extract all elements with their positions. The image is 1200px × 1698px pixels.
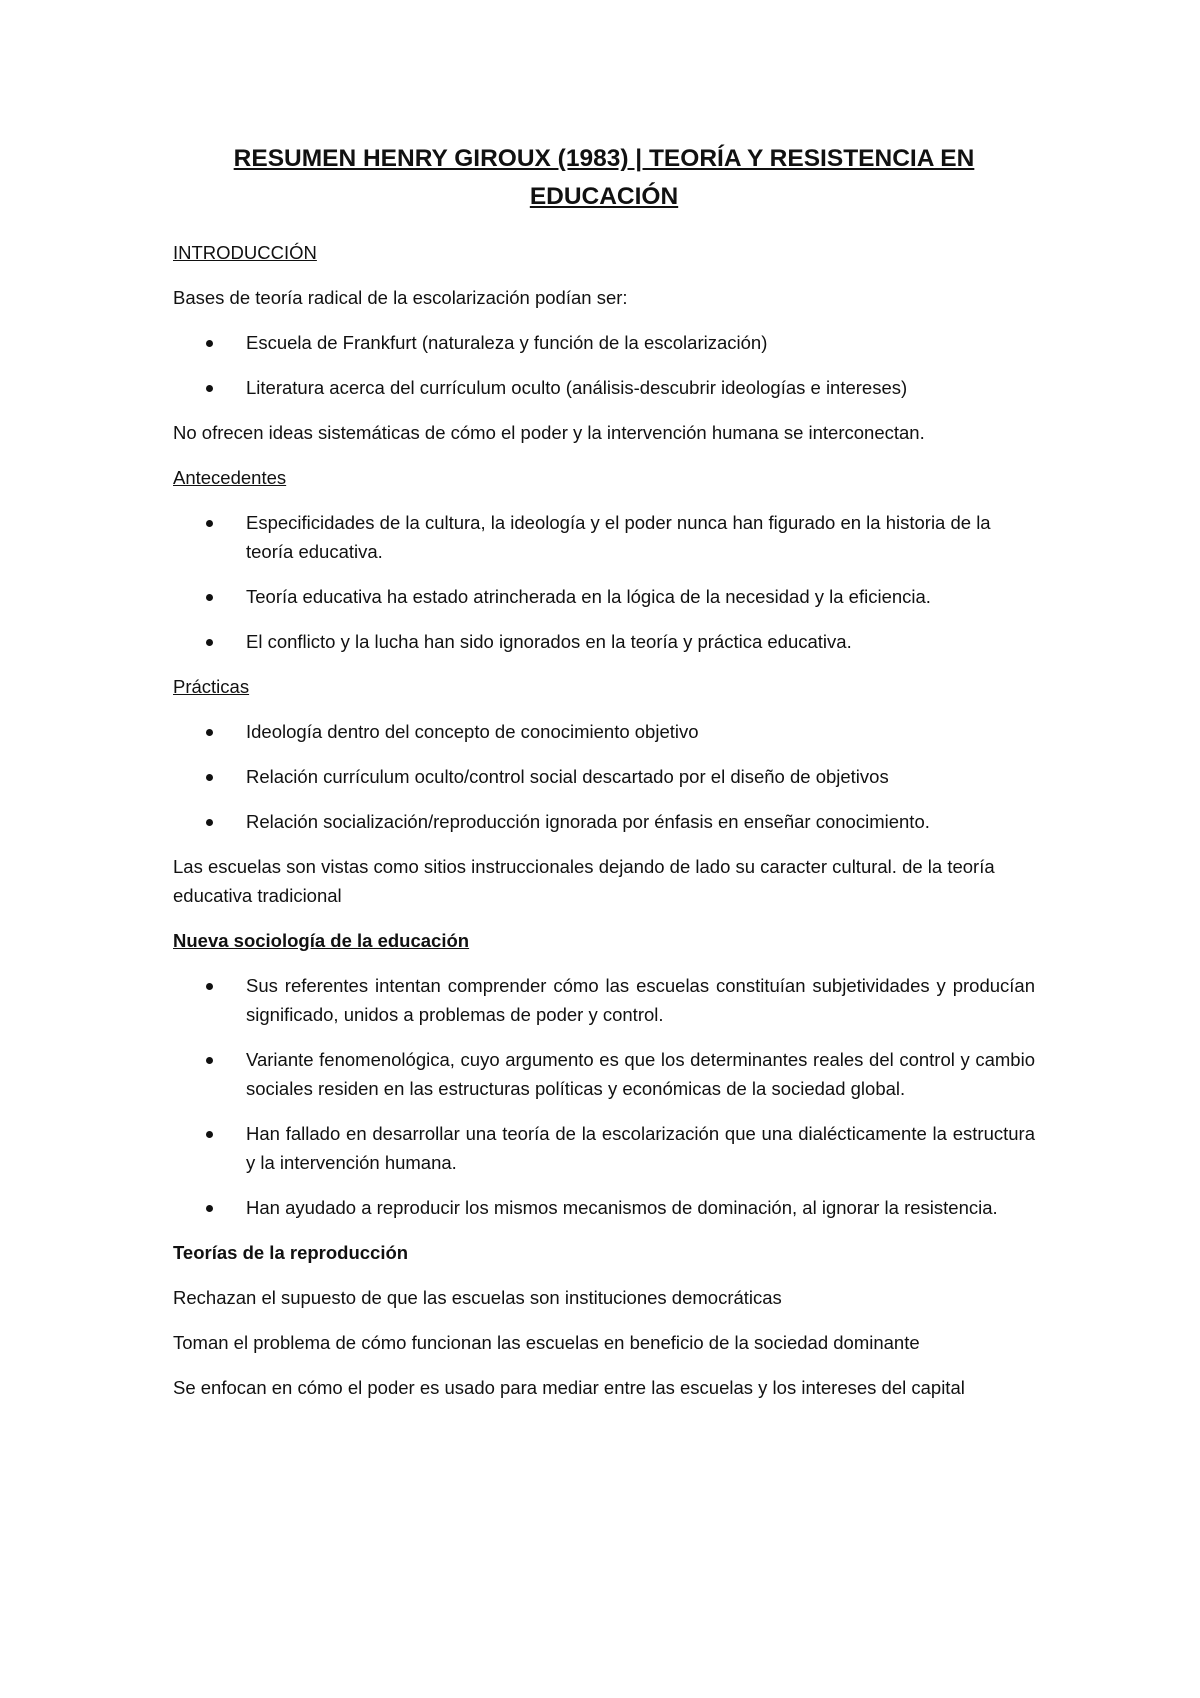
list-item [173, 508, 1035, 566]
list-item-text: Han ayudado a reproducir los mismos mecanismos de dominación, al ignorar la resistencia. [246, 1197, 998, 1218]
intro-list [173, 328, 1035, 402]
list-item [173, 807, 1035, 836]
list-item [173, 1193, 1035, 1222]
practicas-list [173, 717, 1035, 836]
intro-lead: Bases de teoría radical de la escolarización podían ser: [173, 287, 628, 308]
antecedentes-list [173, 508, 1035, 656]
section-antecedentes [173, 463, 1035, 656]
list-item [173, 582, 1035, 611]
list-item-text: Especificidades de la cultura, la ideología y el poder nunca han figurado en la historia de la teoría educativa. [246, 512, 991, 562]
section-heading-antecedentes: Antecedentes [173, 467, 287, 488]
list-item [173, 971, 1035, 1029]
bullet-icon [206, 983, 213, 990]
list-item-text: Escuela de Frankfurt (naturaleza y función de la escolarización) [246, 332, 768, 353]
list-item-text: El conflicto y la lucha han sido ignorados en la teoría y práctica educativa. [246, 631, 852, 652]
practicas-closing: Las escuelas son vistas como sitios instruccionales dejando de lado su caracter cultural. de la teoría educativa tradicional [173, 856, 995, 906]
bullet-icon [206, 1205, 213, 1212]
nueva-sociologia-list [173, 971, 1035, 1222]
section-heading-introduccion: INTRODUCCIÓN [173, 242, 317, 263]
document-page [173, 140, 1035, 1418]
section-introduccion [173, 238, 1035, 447]
list-item-text: Teoría educativa ha estado atrincherada en la lógica de la necesidad y la eficiencia. [246, 586, 931, 607]
bullet-icon [206, 594, 213, 601]
title-line-1: RESUMEN HENRY GIROUX (1983) | TEORÍA Y RESISTENCIA EN [233, 145, 975, 172]
section-teorias-reproduccion [173, 1238, 1035, 1402]
list-item [173, 1045, 1035, 1103]
list-item [173, 717, 1035, 746]
bullet-icon [206, 729, 213, 736]
section-practicas [173, 672, 1035, 910]
section-nueva-sociologia [173, 926, 1035, 1222]
document-title [173, 140, 1035, 216]
paragraph: Se enfocan en cómo el poder es usado para mediar entre las escuelas y los intereses del capital [173, 1377, 965, 1398]
bullet-icon [206, 520, 213, 527]
list-item-text: Sus referentes intentan comprender cómo las escuelas constituían subjetividades y producían significado, unidos a problemas de poder y control. [246, 975, 1035, 1025]
list-item-text: Han fallado en desarrollar una teoría de la escolarización que una dialécticamente la estructura y la intervención humana. [246, 1123, 1035, 1173]
bullet-icon [206, 774, 213, 781]
list-item [173, 627, 1035, 656]
list-item-text: Ideología dentro del concepto de conocimiento objetivo [246, 721, 699, 742]
bullet-icon [206, 1131, 213, 1138]
intro-closing: No ofrecen ideas sistemáticas de cómo el poder y la intervención humana se interconectan. [173, 422, 925, 443]
paragraph: Toman el problema de cómo funcionan las escuelas en beneficio de la sociedad dominante [173, 1332, 920, 1353]
bullet-icon [206, 639, 213, 646]
paragraph: Rechazan el supuesto de que las escuelas son instituciones democráticas [173, 1287, 782, 1308]
list-item-text: Literatura acerca del currículum oculto (análisis-descubrir ideologías e intereses) [246, 377, 908, 398]
title-line-2: EDUCACIÓN [529, 183, 679, 210]
list-item [173, 762, 1035, 791]
bullet-icon [206, 819, 213, 826]
list-item-text: Variante fenomenológica, cuyo argumento es que los determinantes reales del control y cambio sociales residen en las estructuras políticas y económicas de la sociedad global. [246, 1049, 1035, 1099]
list-item-text: Relación socialización/reproducción ignorada por énfasis en enseñar conocimiento. [246, 811, 930, 832]
section-heading-nueva-sociologia: Nueva sociología de la educación [173, 930, 470, 951]
list-item [173, 373, 1035, 402]
bullet-icon [206, 340, 213, 347]
bullet-icon [206, 1057, 213, 1064]
section-heading-practicas: Prácticas [173, 676, 250, 697]
bullet-icon [206, 385, 213, 392]
list-item-text: Relación currículum oculto/control social descartado por el diseño de objetivos [246, 766, 889, 787]
list-item [173, 328, 1035, 357]
section-heading-teorias-reproduccion: Teorías de la reproducción [173, 1242, 409, 1263]
list-item [173, 1119, 1035, 1177]
